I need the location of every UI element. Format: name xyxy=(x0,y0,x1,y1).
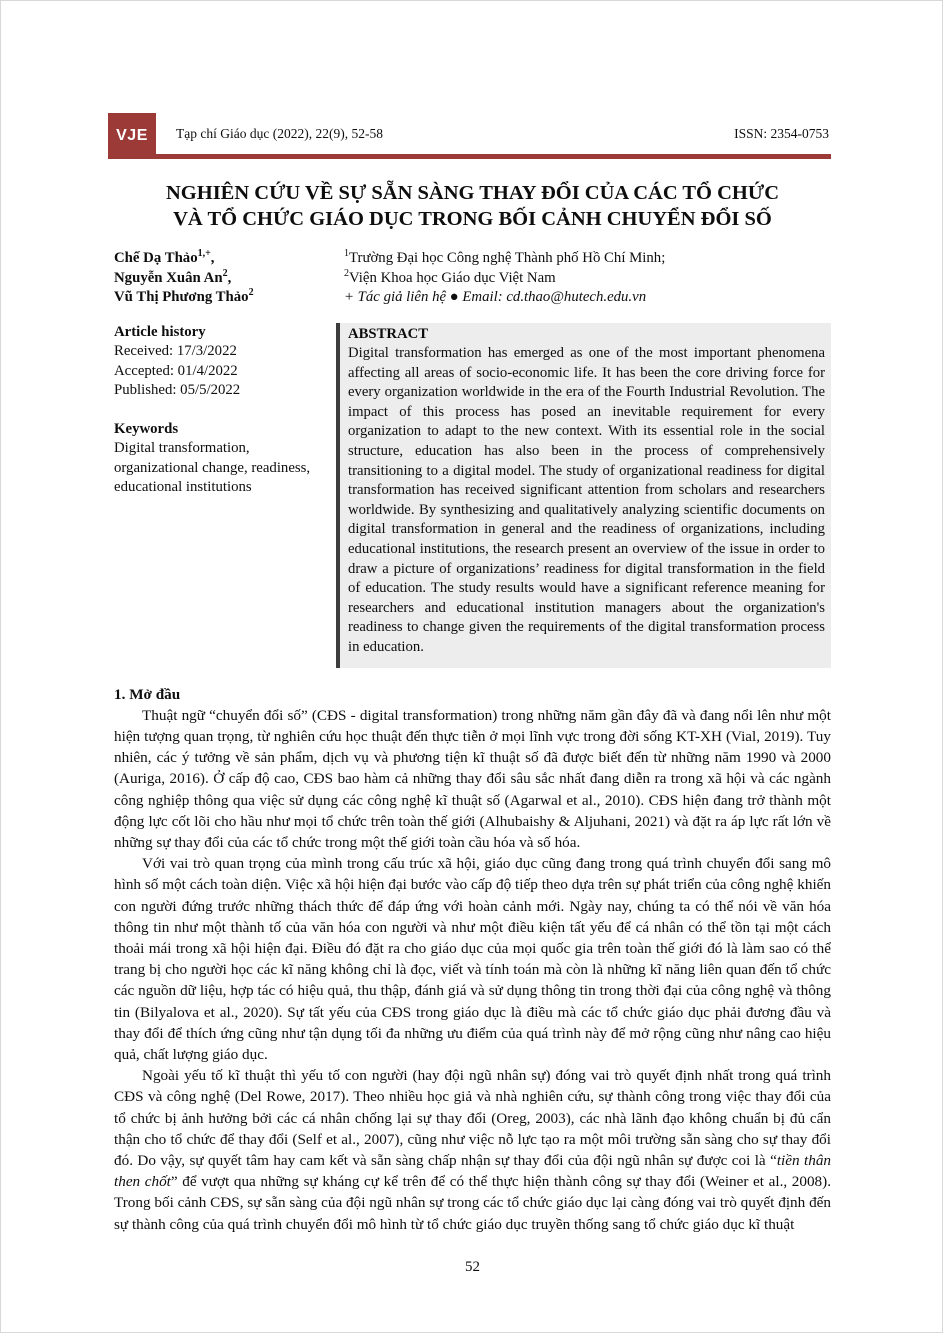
author-block xyxy=(114,249,831,308)
affiliation-list xyxy=(344,249,831,308)
author-name: Nguyễn Xuân An$^2$, xyxy=(114,267,232,286)
author-sup: 2 xyxy=(222,267,228,279)
article-title xyxy=(114,180,831,232)
journal-issn: ISSN: 2354-0753 xyxy=(734,125,829,141)
author-sup: 1,+ xyxy=(197,248,211,260)
corresponding-author-line: + Tác giả liên hệ ● Email: cd.thao@hutech.edu.vn xyxy=(344,289,647,305)
article-title-line1: NGHIÊN CỨU VỀ SỰ SẴN SÀNG THAY ĐỔI CỦA CÁC TỔ CHỨC xyxy=(166,182,779,204)
meta-abstract-row xyxy=(114,323,831,668)
journal-header xyxy=(114,113,831,159)
author-sup: 2 xyxy=(248,287,254,299)
article-page xyxy=(114,1,831,1276)
spacer xyxy=(114,401,336,420)
abstract-text: Digital transformation has emerged as one of the most important phenomena affecting all areas of socio-economic life. It has been the core driving force for every organization worldwide in the era of the Fourth Industrial Revolution. The impact of this process has posed an inevitable requirement for every organization to adapt to the new context. With its essential role in the social structure, education has also been in the process of comprehensively transitioning to a digital model. The study of organizational readiness for digital transformation has received significant attention from scholars and researchers worldwide. By synthesizing and qualitatively analyzing scientific documents on digital transformation in general and the readiness of organizations, including educational institutions, the research present an overview of the issue in order to draw a picture of organizations’ readiness for digital transformation in the field of education. The study results would have a significant reference meaning for researchers and educational institution managers about the organization's readiness to change given the requirements of the digital transformation process in education. xyxy=(348,345,825,655)
paragraph-1: Thuật ngữ “chuyển đổi số” (CĐS - digital transformation) trong những năm gần đây đã và đang nổi lên như một hiện tượng quan trọng, từ nghiên cứu học thuật đến thực tiễn ở mọi lĩnh vực trong đời sống KT-XH (Vial, 2019). Tuy nhiên, các ý tưởng về sản phẩm, dịch vụ và phương tiện kĩ thuật số đã được biết đến từ những năm 1990 và 2000 (Auriga, 2016). Ở cấp độ cao, CĐS bao hàm cả những thay đổi sâu sắc nhất đang diễn ra trong xã hội và các ngành công nghiệp thông qua việc sử dụng các công nghệ kĩ thuật số (Agarwal et al., 2010). CĐS hiện đang trở thành một động lực cốt lõi cho hầu như mọi tổ chức trên toàn thế giới (Alhubaishy & Aljuhani, 2021) và đặt ra áp lực rất lớn về những sự thay đổi của các tổ chức trong một thế giới toàn cầu hóa và số hóa. xyxy=(114,706,831,852)
author-list xyxy=(114,249,344,308)
paragraph-3: Ngoài yếu tố kĩ thuật thì yếu tố con người (hay đội ngũ nhân sự) đóng vai trò quyết định nhất trong quá trình CĐS và công nghệ (Del Rowe, 2017). Theo nhiều học giả và nhà nghiên cứu, sự thành công trong việc thay đổi của tổ chức bị ảnh hưởng bởi các cá nhân chống lại sự thay đổi (Oreg, 2003), các nhà lãnh đạo không chuẩn bị đủ cẩn thận cho tổ chức để thay đổi (Self et al., 2007), cũng như việc nỗ lực tạo ra một môi trường sẵn sàng cho sự thay đổi đó. Do vậy, sự quyết tâm hay cam kết và sẵn sàng chấp nhận sự thay đổi của đội ngũ nhân sự được coi là “tiền thân then chốt” để vượt qua những sự kháng cự kể trên để có thể thực hiện thành công sự thay đổi (Weiner et al., 2008). Trong bối cảnh CĐS, sự sẵn sàng của đội ngũ nhân sự trong các tổ chức giáo dục lại càng đóng vai trò quyết định đến sự thành công của quá trình chuyển đổi mô hình từ tổ chức giáo dục truyền thống sang tổ chức giáo dục kĩ thuật xyxy=(114,1067,832,1233)
received-date: Received: 17/3/2022 xyxy=(114,343,237,359)
affiliation-sup: 1 xyxy=(344,248,349,260)
accepted-date: Accepted: 01/4/2022 xyxy=(114,362,238,379)
paragraph-2: Với vai trò quan trọng của mình trong cấu trúc xã hội, giáo dục cũng đang trong quá trình chuyển đổi sang mô hình số một cách toàn diện. Việc xã hội hiện đại bước vào cấp độ tiếp theo dựa trên sự phát triển của công nghệ khiến con người đứng trước những thách thức để đáp ứng với hoàn cảnh mới. Ngày nay, chúng ta có thể nói về văn hóa thông tin như một thành tố của văn hóa con người và như một điều kiện tất yếu để cá nhân có thể tồn tại một cách thoải mái trong xã hội hiện đại. Điều đó đặt ra cho giáo dục của mọi quốc gia trên toàn thế giới đó là làm sao có thể trang bị cho người học các kĩ năng không chỉ là đọc, viết và tính toán mà còn là những kĩ năng liên quan đến tổ chức các nguồn dữ liệu, hợp tác có hiệu quả, thu thập, đánh giá và sử dụng thông tin trong thời đại của công nghệ và thông tin (Bilyalova et al., 2020). Sự tất yếu của CĐS trong giáo dục là điều mà các tổ chức giáo dục phải đương đầu và thay đổi để thích ứng cũng như tận dụng tối đa những ưu điểm của quá trình này để mở rộng cũng như nâng cao hiệu quả, chất lượng giáo dục. xyxy=(114,855,831,1064)
affiliation-line: $^1$Trường Đại học Công nghệ Thành phố Hồ Chí Minh; xyxy=(344,248,666,266)
abstract-box xyxy=(336,323,831,668)
vje-logo: VJE xyxy=(108,113,156,159)
article-title-line2: VÀ TỔ CHỨC GIÁO DỤC TRONG BỐI CẢNH CHUYỂN ĐỔI SỐ xyxy=(173,208,772,230)
section-1-heading: 1. Mở đầu xyxy=(114,685,181,703)
affiliation-line: $^2$Viện Khoa học Giáo dục Việt Nam xyxy=(344,267,556,286)
author-name: Vũ Thị Phương Thảo$^2$ xyxy=(114,287,254,305)
keywords-text: Digital transformation, organizational change, readiness, educational institutions xyxy=(114,440,311,495)
abstract-heading: ABSTRACT xyxy=(348,325,428,342)
article-body xyxy=(114,684,831,1235)
emphasized-phrase: tiền thân then chốt xyxy=(114,1152,832,1191)
article-history-heading: Article history xyxy=(114,323,206,340)
article-meta-column xyxy=(114,323,336,668)
header-rule xyxy=(114,154,831,159)
journal-citation: Tạp chí Giáo dục (2022), 22(9), 52-58 xyxy=(176,125,383,141)
affiliation-sup: 2 xyxy=(344,267,349,279)
author-name: Chế Dạ Thảo$^{1,+}$, xyxy=(114,248,215,266)
page-number: 52 xyxy=(465,1258,480,1275)
published-date: Published: 05/5/2022 xyxy=(114,382,241,398)
keywords-heading: Keywords xyxy=(114,420,179,437)
